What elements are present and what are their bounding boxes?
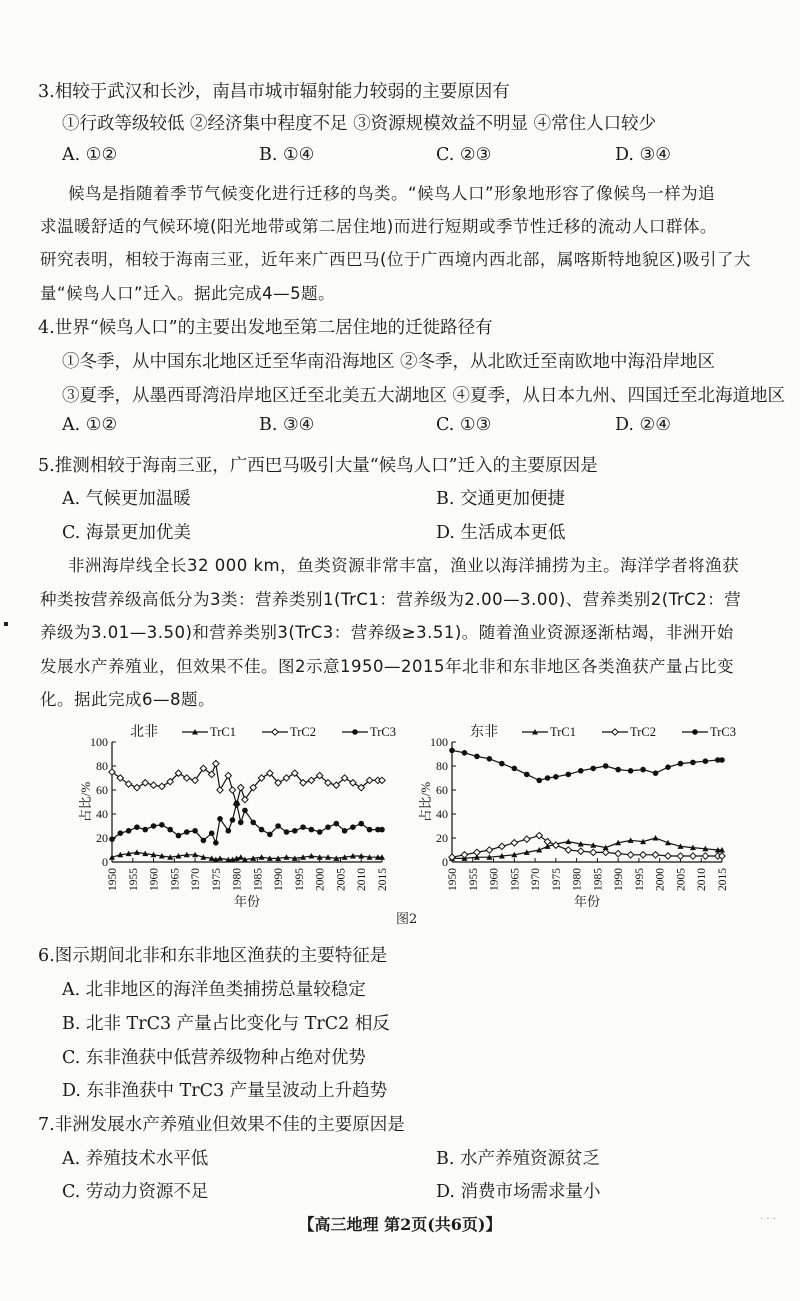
x-tick-label: 1960 — [488, 868, 501, 891]
data-point — [259, 827, 265, 833]
q6-stem: 6.图示期间北非和东非地区渔获的主要特征是 — [38, 946, 388, 966]
data-point — [566, 772, 572, 778]
y-axis-label: 占比/% — [418, 781, 433, 823]
legend-label: TrC2 — [290, 725, 316, 739]
data-point — [553, 774, 559, 780]
data-point — [474, 849, 480, 855]
east-africa-chart — [410, 720, 740, 910]
scan-mark — [4, 622, 8, 626]
data-point — [213, 760, 219, 766]
x-tick-label: 2000 — [314, 868, 327, 891]
x-tick-label: 2010 — [696, 868, 709, 891]
x-tick-label: 1950 — [107, 868, 119, 891]
y-tick-label: 100 — [430, 735, 448, 749]
data-point — [150, 782, 156, 788]
legend-marker — [272, 729, 278, 735]
data-point — [217, 816, 223, 822]
y-tick-label: 20 — [96, 831, 108, 845]
q4-choice-c: C. ①③ — [436, 415, 492, 435]
legend-label: TrC2 — [630, 725, 656, 739]
x-axis-label: 年份 — [573, 894, 601, 909]
q7-choice-d: D. 消费市场需求量小 — [436, 1182, 601, 1202]
data-point — [284, 829, 290, 835]
data-point — [653, 835, 659, 841]
data-point — [308, 777, 314, 783]
legend-label: TrC1 — [550, 725, 576, 739]
data-point — [226, 828, 232, 834]
q4-stem: 4.世界“候鸟人口”的主要出发地至第二居住地的迁徙路径有 — [38, 318, 493, 338]
data-point — [134, 784, 140, 790]
x-axis-label: 年份 — [233, 894, 261, 909]
data-point — [615, 850, 621, 856]
q7-choice-b: B. 水产养殖资源贫乏 — [436, 1149, 600, 1169]
data-point — [627, 852, 633, 858]
y-axis-label: 占比/% — [78, 781, 93, 823]
q4-choice-d: D. ②④ — [615, 415, 671, 435]
data-point — [379, 827, 385, 833]
data-point — [238, 820, 244, 826]
north-africa-chart — [70, 720, 400, 910]
passage2-line: 养级为3.01—3.50)和营养类别3(TrC3：营养级≥3.51)。随着渔业资源逐渐枯竭，非洲开始 — [40, 623, 734, 642]
x-tick-label: 2000 — [654, 868, 667, 891]
x-tick-label: 1960 — [148, 868, 161, 891]
passage1-line: 量“候鸟人口”迁入。据此完成4—5题。 — [40, 284, 336, 303]
data-point — [118, 830, 124, 836]
y-tick-label: 100 — [90, 735, 108, 749]
y-tick-label: 80 — [96, 759, 108, 773]
y-tick-label: 0 — [442, 855, 448, 869]
x-tick-label: 1980 — [571, 868, 584, 891]
x-tick-label: 1975 — [210, 868, 223, 891]
x-tick-label: 1970 — [530, 868, 543, 891]
q3-choice-b: B. ①④ — [259, 145, 315, 165]
x-tick-label: 1995 — [633, 868, 646, 891]
data-point — [590, 849, 596, 855]
data-point — [358, 821, 364, 827]
x-tick-label: 2005 — [335, 868, 348, 891]
data-point — [665, 764, 671, 770]
data-point — [640, 767, 646, 773]
q3-items: ①行政等级较低 ②经济集中程度不足 ③资源规模效益不明显 ④常住人口较少 — [62, 114, 657, 134]
data-point — [578, 848, 584, 854]
q5-choice-b: B. 交通更加便捷 — [436, 489, 565, 509]
data-point — [702, 853, 708, 859]
data-point — [719, 853, 725, 859]
data-point — [499, 761, 505, 767]
x-tick-label: 1990 — [613, 868, 626, 891]
q5-stem: 5.推测相较于海南三亚，广西巴马吸引大量“候鸟人口”迁入的主要原因是 — [38, 456, 598, 476]
chart-title: 北非 — [130, 725, 158, 740]
data-point — [461, 852, 467, 858]
x-tick-label: 1965 — [509, 868, 522, 891]
q5-choice-c: C. 海景更加优美 — [62, 523, 191, 543]
q6-choice-d: D. 东非渔获中 TrC3 产量呈波动上升趋势 — [62, 1081, 388, 1101]
passage2-line: 种类按营养级高低分为3类：营养类别1(TrC1：营养级为2.00—3.00)、营养类别2(TrC2：营 — [40, 590, 742, 609]
data-point — [499, 843, 505, 849]
data-point — [703, 758, 709, 764]
x-tick-label: 2010 — [356, 868, 369, 891]
scan-dots: · · · — [760, 1214, 776, 1225]
x-tick-label: 2015 — [717, 868, 729, 891]
series-TrC3 — [109, 800, 385, 845]
q5-choice-d: D. 生活成本更低 — [436, 523, 566, 543]
x-tick-label: 1955 — [467, 868, 480, 891]
data-point — [487, 756, 493, 762]
data-point — [603, 763, 609, 769]
data-point — [350, 780, 356, 786]
data-point — [640, 852, 646, 858]
data-point — [142, 827, 148, 833]
chart-title: 东非 — [470, 725, 498, 740]
data-point — [565, 839, 571, 845]
x-tick-label: 1995 — [293, 868, 306, 891]
data-point — [217, 787, 223, 793]
series-TrC3 — [449, 748, 725, 784]
data-point — [209, 830, 215, 836]
legend-marker — [352, 729, 358, 735]
data-point — [151, 823, 157, 829]
q3-choice-d: D. ③④ — [615, 145, 671, 165]
q4-items-1: ①冬季，从中国东北地区迁至华南沿海地区 ②冬季，从北欧迁至南欧地中海沿岸地区 — [62, 352, 716, 372]
q3-stem: 3.相较于武汉和长沙，南昌市城市辐射能力较弱的主要原因有 — [38, 82, 510, 102]
q6-choice-c: C. 东非渔获中低营养级物种占绝对优势 — [62, 1048, 366, 1068]
data-point — [283, 775, 289, 781]
data-point — [342, 828, 348, 834]
series-TrC1 — [109, 849, 385, 862]
q5-choice-a: A. 气候更加温暖 — [62, 489, 191, 509]
q4-choice-a: A. ①② — [62, 415, 118, 435]
q7-choice-a: A. 养殖技术水平低 — [62, 1149, 209, 1169]
data-point — [192, 828, 198, 834]
data-point — [238, 854, 244, 860]
y-tick-label: 60 — [96, 783, 108, 797]
x-tick-label: 1955 — [127, 868, 140, 891]
data-point — [524, 772, 530, 778]
data-point — [275, 823, 281, 829]
data-point — [578, 768, 584, 774]
data-point — [653, 770, 659, 776]
data-point — [234, 800, 240, 806]
data-point — [300, 824, 306, 830]
data-point — [628, 768, 634, 774]
data-point — [142, 780, 148, 786]
data-point — [159, 822, 165, 828]
x-tick-label: 1970 — [190, 868, 203, 891]
data-point — [184, 775, 190, 781]
legend-marker — [692, 729, 698, 735]
data-point — [665, 853, 671, 859]
data-point — [309, 827, 315, 833]
data-point — [719, 757, 725, 763]
data-point — [602, 849, 608, 855]
data-point — [449, 748, 455, 754]
q3-choice-c: C. ②③ — [436, 145, 492, 165]
legend-marker — [612, 729, 618, 735]
data-point — [242, 808, 248, 814]
q3-choice-a: A. ①② — [62, 145, 118, 165]
x-tick-label: 1980 — [231, 868, 244, 891]
data-point — [690, 853, 696, 859]
x-tick-label: 1975 — [550, 868, 563, 891]
data-point — [545, 775, 551, 781]
data-point — [267, 832, 273, 838]
y-tick-label: 40 — [436, 807, 448, 821]
data-point — [126, 828, 132, 834]
data-point — [524, 836, 530, 842]
data-point — [176, 833, 182, 839]
y-tick-label: 60 — [436, 783, 448, 797]
passage1-line: 求温暖舒适的气候环境(阳光地带或第二居住地)而进行短期或季节性迁移的流动人口群体。 — [40, 217, 717, 236]
data-point — [449, 854, 455, 860]
data-point — [565, 847, 571, 853]
data-point — [292, 828, 298, 834]
passage1-line: 候鸟是指随着季节气候变化进行迁移的鸟类。“候鸟人口”形象地形容了像候鸟一样为追 — [68, 184, 716, 203]
passage1-line: 研究表明，相较于海南三亚，近年来广西巴马(位于广西境内西北部，属喀斯特地貌区)吸引了大 — [40, 250, 751, 269]
data-point — [474, 754, 480, 760]
y-tick-label: 80 — [436, 759, 448, 773]
q7-choice-c: C. 劳动力资源不足 — [62, 1182, 209, 1202]
data-point — [213, 840, 219, 846]
data-point — [250, 820, 256, 826]
y-tick-label: 20 — [436, 831, 448, 845]
figure-caption: 图2 — [396, 912, 418, 927]
data-point — [367, 827, 373, 833]
data-point — [379, 777, 385, 783]
x-tick-label: 1990 — [273, 868, 286, 891]
data-point — [536, 847, 542, 853]
data-point — [159, 783, 165, 789]
data-point — [678, 761, 684, 767]
x-tick-label: 1965 — [169, 868, 182, 891]
q4-items-2: ③夏季，从墨西哥湾沿岸地区迁至北美五大湖地区 ④夏季，从日本九州、四国迁至北海道地区 — [62, 386, 786, 406]
page-footer: 【高三地理 第2页(共6页)】 — [298, 1215, 502, 1234]
data-point — [652, 852, 658, 858]
x-tick-label: 1950 — [447, 868, 459, 891]
legend-label: TrC3 — [370, 725, 396, 739]
y-tick-label: 40 — [96, 807, 108, 821]
x-tick-label: 2015 — [377, 868, 389, 891]
data-point — [462, 750, 468, 756]
q7-stem: 7.非洲发展水产养殖业但效果不佳的主要原因是 — [38, 1115, 405, 1135]
data-point — [350, 824, 356, 830]
data-point — [184, 829, 190, 835]
data-point — [677, 853, 683, 859]
passage2-line: 发展水产养殖业，但效果不佳。图2示意1950—2015年北非和东非地区各类渔获产量占比变 — [40, 657, 734, 676]
data-point — [590, 766, 596, 772]
data-point — [225, 772, 231, 778]
data-point — [134, 824, 140, 830]
data-point — [690, 760, 696, 766]
x-tick-label: 2005 — [675, 868, 688, 891]
legend-label: TrC1 — [210, 725, 236, 739]
q6-choice-b: B. 北非 TrC3 产量占比变化与 TrC2 相反 — [62, 1014, 390, 1034]
q4-choice-b: B. ③④ — [259, 415, 315, 435]
data-point — [334, 821, 340, 827]
data-point — [230, 817, 236, 823]
data-point — [536, 778, 542, 784]
data-point — [615, 767, 621, 773]
data-point — [229, 787, 235, 793]
data-point — [167, 827, 173, 833]
data-point — [511, 840, 517, 846]
x-tick-label: 1985 — [252, 868, 265, 891]
series-TrC2 — [109, 760, 385, 807]
data-point — [317, 829, 323, 835]
data-point — [512, 766, 518, 772]
data-point — [238, 784, 244, 790]
x-tick-label: 1985 — [592, 868, 605, 891]
data-point — [325, 824, 331, 830]
q6-choice-a: A. 北非地区的海洋鱼类捕捞总量较稳定 — [62, 980, 366, 1000]
passage2-line: 化。据此完成6—8题。 — [40, 690, 215, 709]
data-point — [109, 836, 115, 842]
data-point — [486, 847, 492, 853]
data-point — [201, 838, 207, 844]
passage2-line: 非洲海岸线全长32 000 km，鱼类资源非常丰富，渔业以海洋捕捞为主。海洋学者将渔获 — [68, 556, 740, 575]
legend-label: TrC3 — [710, 725, 736, 739]
y-tick-label: 0 — [102, 855, 108, 869]
